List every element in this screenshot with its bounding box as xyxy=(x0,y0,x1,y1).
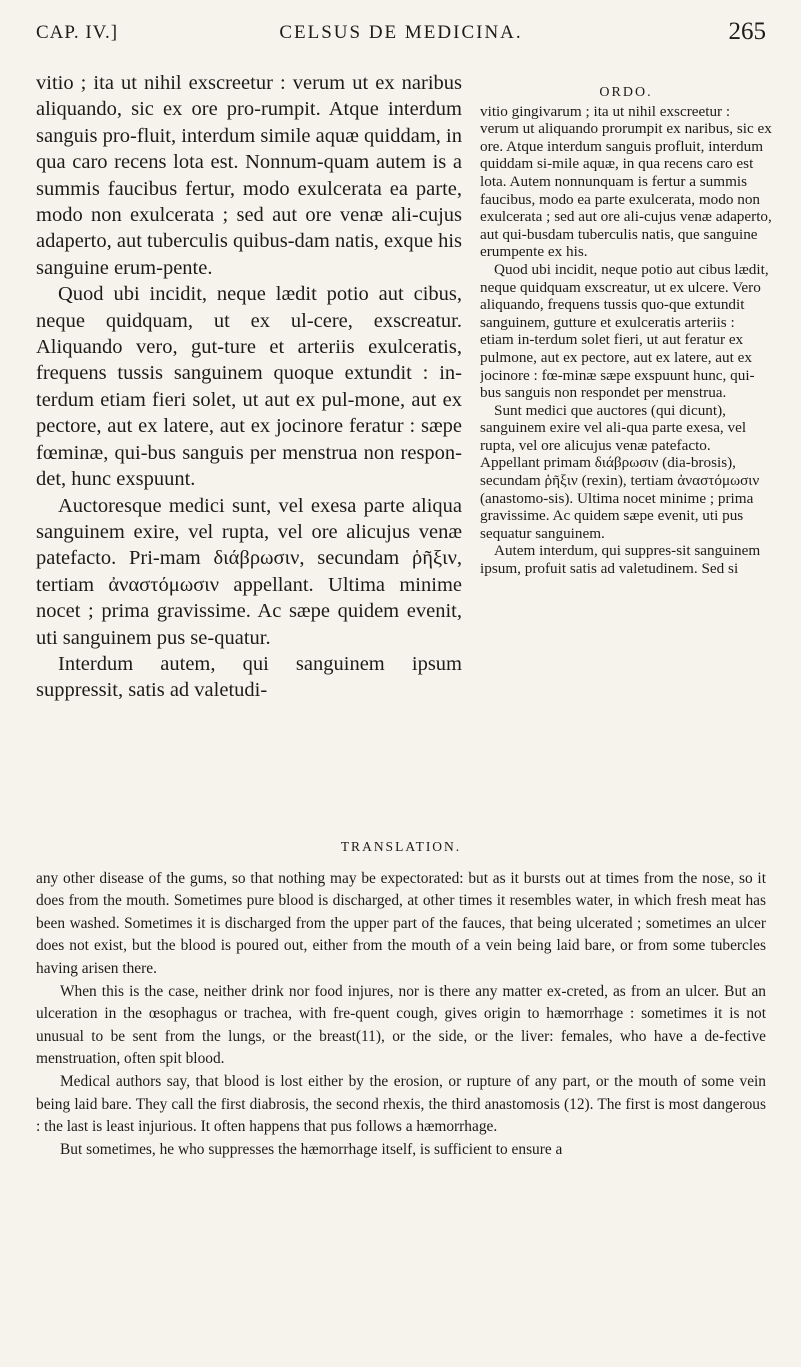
ordo-paragraph: Autem interdum, qui suppres-sit sanguinem ipsum, profuit satis ad valetudinem. Sed si xyxy=(480,542,761,578)
latin-paragraph: Auctoresque medici sunt, vel exesa parte aliqua sanguinem exire, vel rupta, vel ore alicujus venæ patefacto. Pri-mam διάβρωσιν, secundam ῥῆξιν, tertiam ἀναστόμωσιν appellant. Ultima minime nocet ; prima gravissime. Ac sæpe quidem evenit, uti sanguinem pus se-quatur. xyxy=(36,494,462,649)
translation-paragraph: But sometimes, he who suppresses the hæmorrhage itself, is sufficient to ensure a xyxy=(60,1140,563,1158)
ordo-paragraph: Sunt medici que auctores (qui dicunt), sanguinem exire vel ali-qua parte exesa, vel rupta, vel ore alicujus venæ patefacto. Appellant primam διάβρωσιν (dia-brosis), secundam ῥῆξιν (rexin), tertiam ἀναστόμωσιν (anastomo-sis). Ultima nocet minime ; prima gravissime. Ac quidem sæpe evenit, uti pus sequatur sanguinem. xyxy=(480,401,760,542)
latin-paragraph: Quod ubi incidit, neque lædit potio aut cibus, neque quidquam, ut ex ul-cere, exscreatur. Aliquando vero, gut-ture et arteriis exulceratis, frequens tussis sanguinem quoque extundit : in-terdum etiam fieri solet, ut aut ex pul-mone, aut ex pectore, aut ex latere, aut ex jocinore feratur : sæpe fœminæ, qui-bus sanguis per menstrua non respon-det, hunc exspuunt. xyxy=(36,283,462,491)
latin-paragraph: Interdum autem, qui sanguinem ipsum suppressit, satis ad valetudi- xyxy=(36,652,462,702)
translation-title: TRANSLATION. xyxy=(340,839,462,854)
translation-paragraph: Medical authors say, that blood is lost either by the erosion, or rupture of any part, or the mouth of some vein being laid bare. They call the first diabrosis, the second rhexis, the third anastomosis (12). The first is most dangerous : the last is least injurious. It often happens that pus follows a hæmorrhage. xyxy=(36,1072,766,1136)
translation-paragraph: any other disease of the gums, so that nothing may be expectorated: but as it bursts out at times from the nose, so it does from the mouth. Sometimes pure blood is discharged, at other times it resembles water, in which fresh meat has been washed. Sometimes it is discharged from the upper part of the fauces, that being ulcerated ; sometimes an ulcer does not exist, but the blood is poured out, either from the mouth of a vein being laid bare, or from some tubercles having arisen there. xyxy=(36,869,766,977)
page-number: 265 xyxy=(728,18,766,45)
translation-paragraph: When this is the case, neither drink nor food injures, nor is there any matter ex-creted, as from an ulcer. But an ulceration in the œsophagus or trachea, with fre-quent cough, gives origin to hæmorrhage : sometimes it is not unusual to be sent from the lungs, or the breast(11), or the side, or the liver: females, who have a de-fective menstruation, often spit blood. xyxy=(36,982,766,1068)
latin-paragraph: vitio ; ita ut nihil exscreetur : verum ut ex naribus aliquando, sic ex ore pro-rumpit. Atque interdum sanguis pro-fluit, interdum simile aquæ quiddam, in qua caro recens lota est. Nonnum-quam autem is a summis faucibus fertur, modo exulcerata ea parte, modo non exulcerata ; sed aut ore venæ ali-cujus adaperto, aut tuberculis quibus-dam natis, exque his sanguine erum-pente. xyxy=(36,72,462,279)
ordo-title: ORDO. xyxy=(599,85,653,100)
page-header xyxy=(36,18,766,52)
ordo-column xyxy=(480,84,772,774)
latin-text-column xyxy=(36,70,462,810)
chapter-label: CAP. IV.] xyxy=(36,22,119,43)
running-title: CELSUS DE MEDICINA. xyxy=(279,22,523,43)
ordo-paragraph: Quod ubi incidit, neque potio aut cibus lædit, neque quidquam exscreatur, ut ex ulcere. Vero aliquando, frequens tussis quo-que extundit sanguinem, gutture et exulceratis arteriis : etiam in-terdum solet fieri, ut aut feratur ex pulmone, aut ex pectore, aut ex latere, aut ex jocinore : fœ-minæ sæpe exspuunt hunc, qui-bus sanguis non respondet per menstrua. xyxy=(480,260,769,402)
ordo-paragraph: vitio gingivarum ; ita ut nihil exscreetur : verum ut aliquando prorumpit ex naribus, sic ex ore. Atque interdum sanguis profluit, interdum quiddam si-mile aquæ, in qua recens caro est lota. Autem nonnunquam is fertur a summis faucibus, modo ea parte exulcerata, modo non exulcerata ; sed aut ore ali-cujus venæ adaperto, aut qui-busdam tuberculis natis, que sanguine erumpente ex his. xyxy=(480,102,772,261)
translation-section xyxy=(36,836,766,1356)
